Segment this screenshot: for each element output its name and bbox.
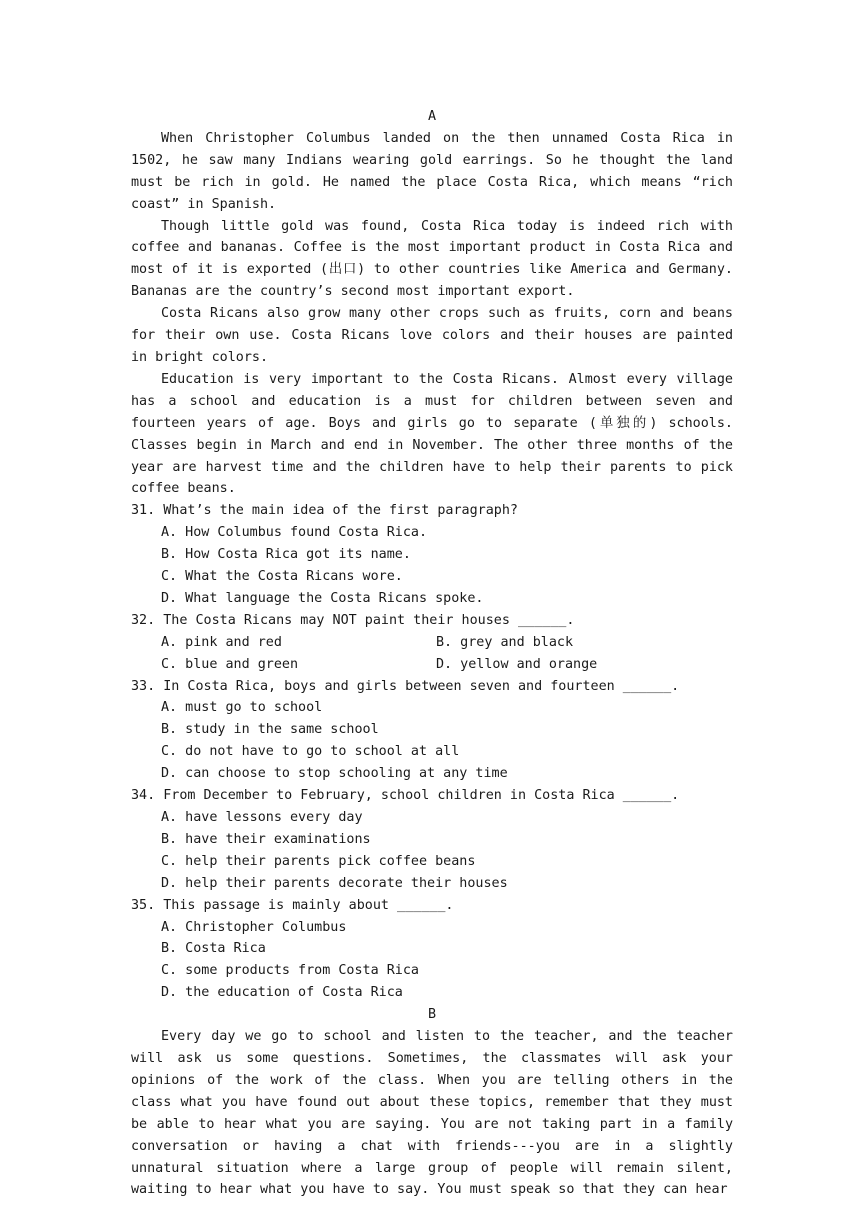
question-35-option-c: C. some products from Costa Rica xyxy=(161,963,419,979)
question-34-option-b: B. have their examinations xyxy=(161,831,371,847)
question-35-option-a: A. Christopher Columbus xyxy=(161,919,347,935)
question-34-stem: 34. From December to February, school children in Costa Rica ______. xyxy=(131,788,680,804)
question-32-stem: 32. The Costa Ricans may NOT paint their houses ______. xyxy=(131,612,575,628)
question-35-option-b: B. Costa Rica xyxy=(161,941,266,957)
section-a-paragraph-4: Education is very important to the Costa Ricans. Almost every village has a school and education is a must for children between seven and fourteen years of age. Boys and girls go to separate (单独的) schools. Classes begin in March and end in November. The other three months of the year are harvest time and the children have to help their parents to pick coffee beans. xyxy=(131,371,733,497)
question-32-options-row-2 xyxy=(161,654,733,676)
question-35-stem: 35. This passage is mainly about ______. xyxy=(131,897,454,913)
question-34-option-d: D. help their parents decorate their houses xyxy=(161,875,508,891)
question-32-option-b: B. grey and black xyxy=(436,634,574,650)
question-33-option-a: A. must go to school xyxy=(161,700,323,716)
question-32-options-row-1 xyxy=(161,632,733,654)
question-33-option-d: D. can choose to stop schooling at any time xyxy=(161,766,508,782)
section-a-paragraph-3: Costa Ricans also grow many other crops such as fruits, corn and beans for their own use. Costa Ricans love colors and their houses are painted in bright colors. xyxy=(131,306,733,365)
question-31-option-c: C. What the Costa Ricans wore. xyxy=(161,569,403,585)
question-32-option-c: C. blue and green xyxy=(161,656,299,672)
question-31-option-a: A. How Columbus found Costa Rica. xyxy=(161,525,428,541)
question-34-option-c: C. help their parents pick coffee beans xyxy=(161,853,476,869)
question-31-option-b: B. How Costa Rica got its name. xyxy=(161,547,411,563)
document-page xyxy=(131,106,733,1201)
question-32-option-d: D. yellow and orange xyxy=(436,656,598,672)
question-34-option-a: A. have lessons every day xyxy=(161,810,363,825)
question-35-option-d: D. the education of Costa Rica xyxy=(161,985,403,1001)
question-33-stem: 33. In Costa Rica, boys and girls between seven and fourteen ______. xyxy=(131,678,680,694)
section-b-paragraph-1: Every day we go to school and listen to the teacher, and the teacher will ask us some questions. Sometimes, the classmates will ask your opinions of the work of the class. When you are telling others in the class what you have found out about these topics, remember that they must be able to hear what you are saying. You are not taking part in a family conversation or having a chat with friends---you are in a slightly unnatural situation where a large group of people will remain silent, waiting to hear what you have to say. You must speak so that they can hear xyxy=(131,1029,733,1198)
section-a-title: A xyxy=(427,109,437,124)
question-31-stem: 31. What’s the main idea of the first paragraph? xyxy=(131,503,518,519)
question-31-option-d: D. What language the Costa Ricans spoke. xyxy=(161,590,484,606)
question-33-option-b: B. study in the same school xyxy=(161,722,379,738)
section-a-paragraph-1: When Christopher Columbus landed on the then unnamed Costa Rica in 1502, he saw many Indians wearing gold earrings. So he thought the land must be rich in gold. He named the place Costa Rica, which means “rich coast” in Spanish. xyxy=(131,130,733,212)
question-33-option-c: C. do not have to go to school at all xyxy=(161,744,460,760)
section-b-title: B xyxy=(427,1007,437,1023)
question-32-option-a: A. pink and red xyxy=(161,634,282,650)
section-a-paragraph-2: Though little gold was found, Costa Rica today is indeed rich with coffee and bananas. Coffee is the most important product in Costa Rica and most of it is exported (出口) to other countries like America and Germany. Bananas are the country’s second most important export. xyxy=(131,218,733,300)
